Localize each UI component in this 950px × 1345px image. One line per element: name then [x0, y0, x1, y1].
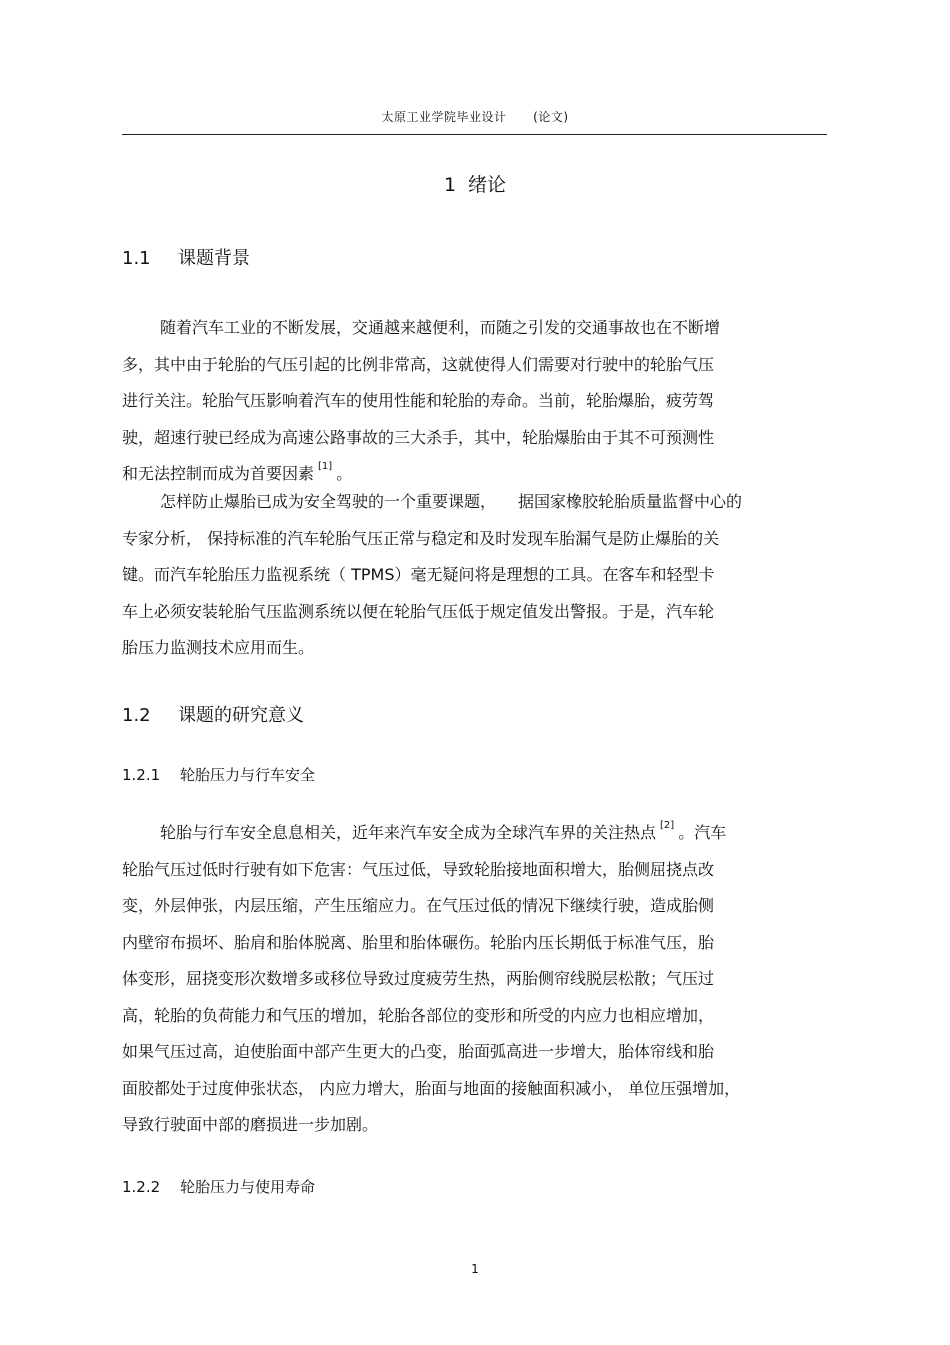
text-line: [122, 815, 827, 852]
header-suffix: (论文): [533, 110, 569, 124]
text-line: 轮胎气压过低时行驶有如下危害：气压过低，导致轮胎接地面积增大，胎侧屈挠点改: [122, 859, 715, 879]
text-line: 键。而汽车轮胎压力监视系统（ TPMS）毫无疑问将是理想的工具。在客车和轻型卡: [122, 565, 715, 584]
header-title: 太原工业学院毕业设计: [381, 110, 507, 124]
text-segment: 轮胎与行车安全息息相关，近年来汽车安全成为全球汽车界的关注热点: [160, 823, 657, 842]
text-line: 内壁帘布损坏、胎肩和胎体脱离、胎里和胎体碾伤。轮胎内压长期低于标准气压，胎: [122, 932, 715, 952]
page-number: 1: [471, 1262, 479, 1276]
text-line: 变，外层伸张，内层压缩，产生压缩应力。在气压过低的情况下继续行驶，造成胎侧: [122, 896, 715, 915]
subsection-heading-1-2-1: [122, 764, 315, 785]
text-segment: 。: [336, 464, 353, 483]
section-heading-1-2: [122, 701, 304, 727]
text-line: [122, 484, 827, 521]
section-title: 课题的研究意义: [178, 705, 304, 726]
section-heading-1-1: [122, 244, 250, 270]
text-line: 高，轮胎的负荷能力和气压的增加，轮胎各部位的变形和所受的内应力也相应增加，: [122, 1005, 715, 1025]
chapter-title: 绪论: [468, 174, 507, 196]
text-line: 面胶都处于过度伸张状态， 内应力增大，胎面与地面的接触面积减小， 单位压强增加，: [122, 1078, 741, 1098]
text-line: 多，其中由于轮胎的气压引起的比例非常高，这就使得人们需要对行驶中的轮胎气压: [122, 354, 715, 374]
citation-ref: [2]: [660, 820, 675, 831]
text-line: 专家分析， 保持标准的汽车轮胎气压正常与稳定和及时发现车胎漏气是防止爆胎的关: [122, 528, 720, 548]
text-segment: 据国家橡胶轮胎质量监督中心的: [518, 492, 743, 511]
text-line: 进行关注。轮胎气压影响着汽车的使用性能和轮胎的寿命。当前，轮胎爆胎，疲劳驾: [122, 391, 715, 410]
section-title: 课题背景: [178, 248, 250, 269]
chapter-heading: [0, 170, 950, 197]
subsection-number: 1.2.2: [122, 1178, 161, 1196]
running-header: [0, 108, 950, 125]
chapter-number: 1: [443, 174, 457, 196]
header-rule: [122, 134, 827, 135]
text-segment: 。汽车: [678, 823, 727, 842]
subsection-heading-1-2-2: [122, 1176, 315, 1197]
section-number: 1.1: [122, 248, 151, 269]
subsection-number: 1.2.1: [122, 766, 161, 784]
subsection-title: 轮胎压力与行车安全: [180, 766, 316, 784]
subsection-title: 轮胎压力与使用寿命: [180, 1178, 316, 1196]
paragraph-background-1: [122, 310, 827, 493]
text-line: 胎压力监测技术应用而生。: [122, 638, 315, 657]
text-line: 体变形，屈挠变形次数增多或移位导致过度疲劳生热，两胎侧帘线脱层松散；气压过: [122, 969, 715, 988]
paragraph-safety: [122, 815, 827, 1144]
paragraph-background-2: [122, 484, 827, 667]
citation-ref: [1]: [318, 461, 333, 472]
text-segment: 怎样防止爆胎已成为安全驾驶的一个重要课题，: [160, 492, 497, 511]
text-line: 如果气压过高，迫使胎面中部产生更大的凸变，胎面弧高进一步增大，胎体帘线和胎: [122, 1042, 715, 1061]
text-line: 随着汽车工业的不断发展，交通越来越便利，而随之引发的交通事故也在不断增: [160, 318, 721, 337]
text-line: 车上必须安装轮胎气压监测系统以便在轮胎气压低于规定值发出警报。于是，汽车轮: [122, 601, 715, 621]
text-segment: 和无法控制而成为首要因素: [122, 464, 315, 483]
text-line: 导致行驶面中部的磨损进一步加剧。: [122, 1115, 379, 1134]
text-line: 驶，超速行驶已经成为高速公路事故的三大杀手，其中，轮胎爆胎由于其不可预测性: [122, 427, 715, 447]
section-number: 1.2: [122, 705, 151, 726]
